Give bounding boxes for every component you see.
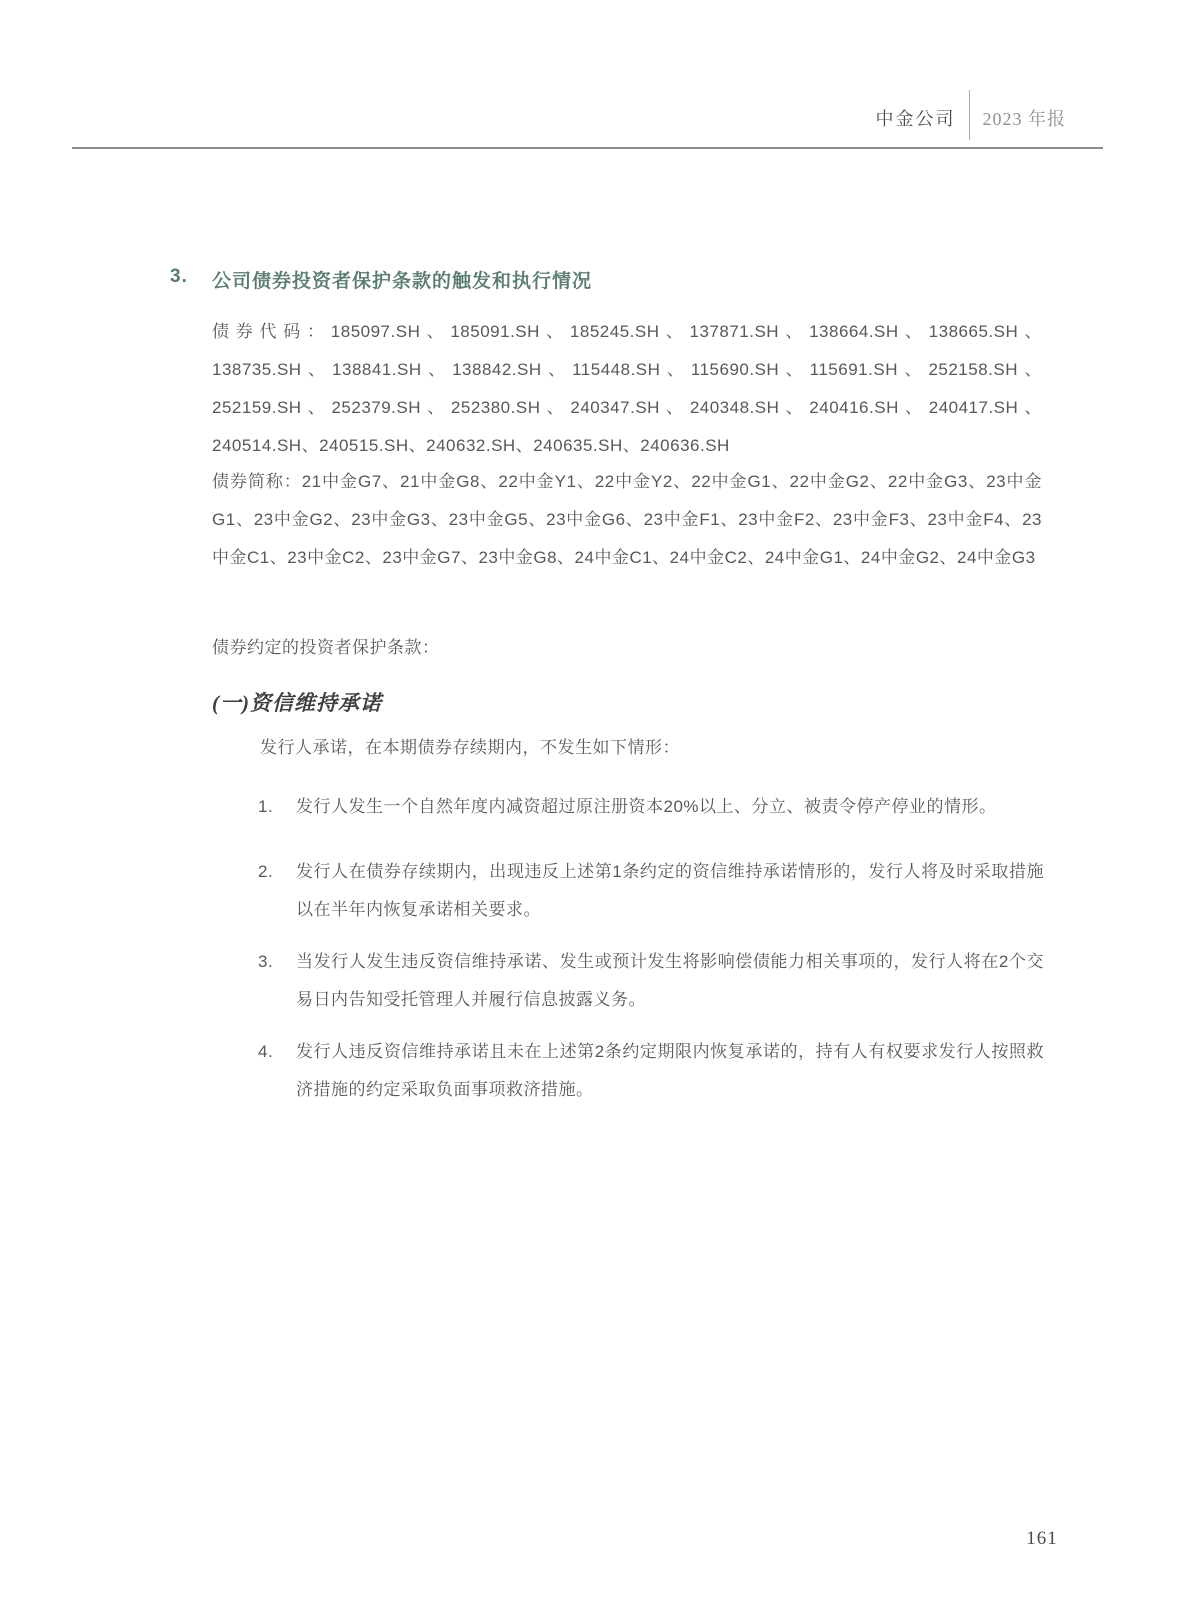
list-item [258, 1033, 1044, 1109]
list-item-text: 发行人发生一个自然年度内减资超过原注册资本20%以上、分立、被责令停产停业的情形。 [296, 797, 997, 816]
list-item [258, 788, 1044, 826]
page-header [876, 96, 1067, 140]
list-item-text: 当发行人发生违反资信维持承诺、发生或预计发生将影响偿债能力相关事项的，发行人将在2个交易日内告知受托管理人并履行信息披露义务。 [296, 952, 1044, 1009]
list-item-text: 发行人违反资信维持承诺且未在上述第2条约定期限内恢复承诺的，持有人有权要求发行人按照救济措施的约定采取负面事项救济措施。 [296, 1042, 1044, 1099]
bond-names-paragraph: 债券简称：21中金G7、21中金G8、22中金Y1、22中金Y2、22中金G1、22中金G2、22中金G3、23中金G1、23中金G2、23中金G3、23中金G5、23中金G6、23中金F1、23中金F2、23中金F3、23中金F4、23中金C1、23中金C2、23中金G7、23中金G8、24中金C1、24中金C2、24中金G1、24中金G2、24中金G3 [212, 472, 1042, 567]
commitment-intro-paragraph: 发行人承诺，在本期债券存续期内，不发生如下情形： [260, 738, 680, 757]
list-item [258, 943, 1044, 1019]
section-number: 3. [170, 266, 188, 287]
list-item [258, 853, 1044, 929]
bond-codes-paragraph: 债券代码：185097.SH、185091.SH、185245.SH、137871.SH、138664.SH、138665.SH、138735.SH、138841.SH、138842.SH、115448.SH、115690.SH、115691.SH、252158.SH、252159.SH、252379.SH、252380.SH、240347.SH、240348.SH、240416.SH、240417.SH、240514.SH、240515.SH、240632.SH、240635.SH、240636.SH [212, 322, 1042, 455]
company-name: 中金公司 [875, 109, 956, 129]
section-heading [170, 266, 1050, 293]
section-title: 公司债券投资者保护条款的触发和执行情况 [212, 271, 593, 292]
list-item-text: 发行人在债券存续期内，出现违反上述第1条约定的资信维持承诺情形的，发行人将及时采取措施以在半年内恢复承诺相关要求。 [296, 862, 1044, 919]
page-number: 161 [1026, 1528, 1058, 1549]
list-item-number: 2. [258, 862, 274, 881]
list-item-number: 4. [258, 1042, 274, 1061]
list-item-number: 1. [258, 797, 274, 816]
clause-intro-paragraph: 债券约定的投资者保护条款： [212, 638, 440, 657]
report-year-label: 2023 年报 [982, 109, 1066, 129]
list-item-number: 3. [258, 952, 274, 971]
header-divider [969, 90, 970, 140]
subsection-title: (一)资信维持承诺 [212, 691, 382, 715]
header-rule [72, 147, 1103, 149]
